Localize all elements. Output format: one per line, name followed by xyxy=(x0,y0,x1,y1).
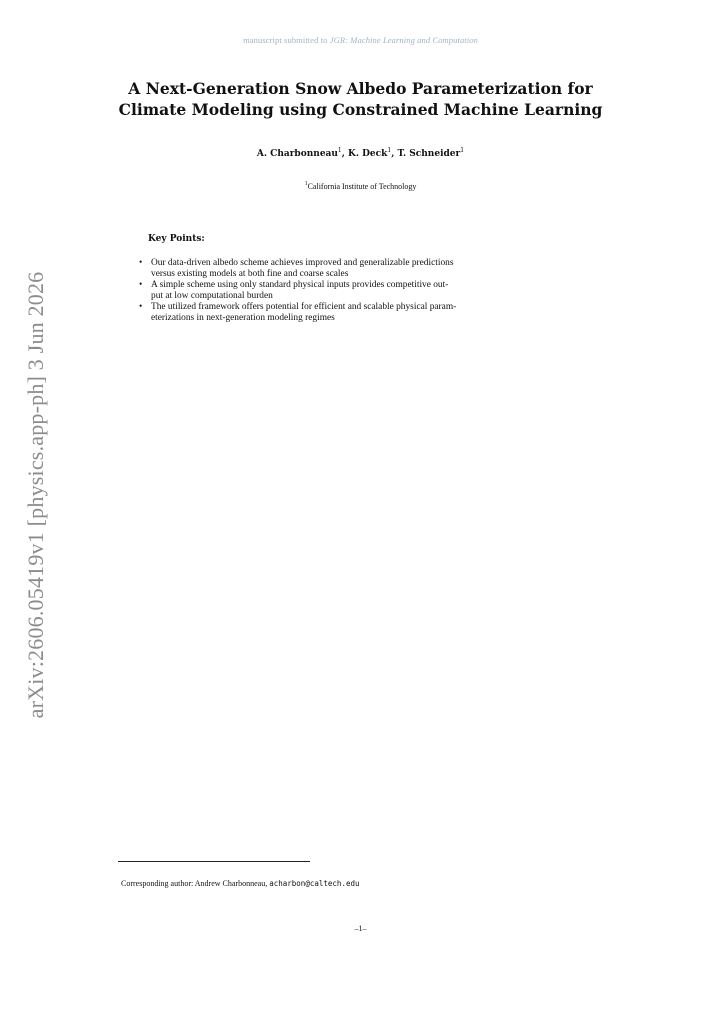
manuscript-header-prefix: manuscript submitted to xyxy=(243,35,330,45)
key-point-line: The utilized framework offers potential for efficient and scalable physical param- xyxy=(151,302,457,312)
manuscript-header xyxy=(0,35,721,45)
corresponding-author-label: Corresponding author: Andrew Charbonneau, xyxy=(121,879,270,888)
author-name: A. Charbonneau xyxy=(256,149,338,159)
key-points-heading: Key Points: xyxy=(148,234,205,244)
author-affil-mark: 1 xyxy=(387,147,392,154)
author-affil-mark: 1 xyxy=(460,147,465,154)
bullet-icon: • xyxy=(139,280,143,290)
affiliation-mark: 1 xyxy=(304,181,308,187)
corresponding-author-footnote xyxy=(121,879,360,888)
key-points-list xyxy=(139,258,589,324)
bullet-icon: • xyxy=(139,258,143,268)
bullet-icon: • xyxy=(139,302,143,312)
affiliation-name: California Institute of Technology xyxy=(307,182,417,191)
arxiv-identifier-stamp: arXiv:2606.05419v1 [physics.app-ph] 3 Jun 2026 xyxy=(23,271,48,719)
author-name: K. Deck xyxy=(348,149,388,159)
affiliation xyxy=(0,181,721,191)
key-point-line: versus existing models at both fine and coarse scales xyxy=(151,269,349,279)
paper-title xyxy=(0,78,721,120)
key-point-line: A simple scheme using only standard physical inputs provides competitive out- xyxy=(151,280,449,290)
journal-name: JGR: Machine Learning and Computation xyxy=(329,35,478,45)
footnote-divider xyxy=(118,861,310,862)
paper-title-line-2: Climate Modeling using Constrained Machine Learning xyxy=(118,100,603,119)
key-point-line: Our data-driven albedo scheme achieves improved and generalizable predictions xyxy=(151,258,454,268)
paper-title-line-1: A Next-Generation Snow Albedo Parameterization for xyxy=(128,79,593,98)
page-number: –1– xyxy=(354,924,367,933)
key-point-item xyxy=(139,280,589,302)
author-list: A. Charbonneau$^1$, K. Deck$^1$, T. Schneider$^1$ xyxy=(256,147,465,159)
key-point-line: put at low computational burden xyxy=(151,291,273,301)
key-point-line: eterizations in next-generation modeling regimes xyxy=(151,313,335,323)
author-affil-mark: 1 xyxy=(337,147,342,154)
corresponding-author-email: acharbon@caltech.edu xyxy=(269,879,360,888)
key-point-item xyxy=(139,302,589,324)
key-point-item xyxy=(139,258,589,280)
author-name: T. Schneider xyxy=(397,149,461,159)
